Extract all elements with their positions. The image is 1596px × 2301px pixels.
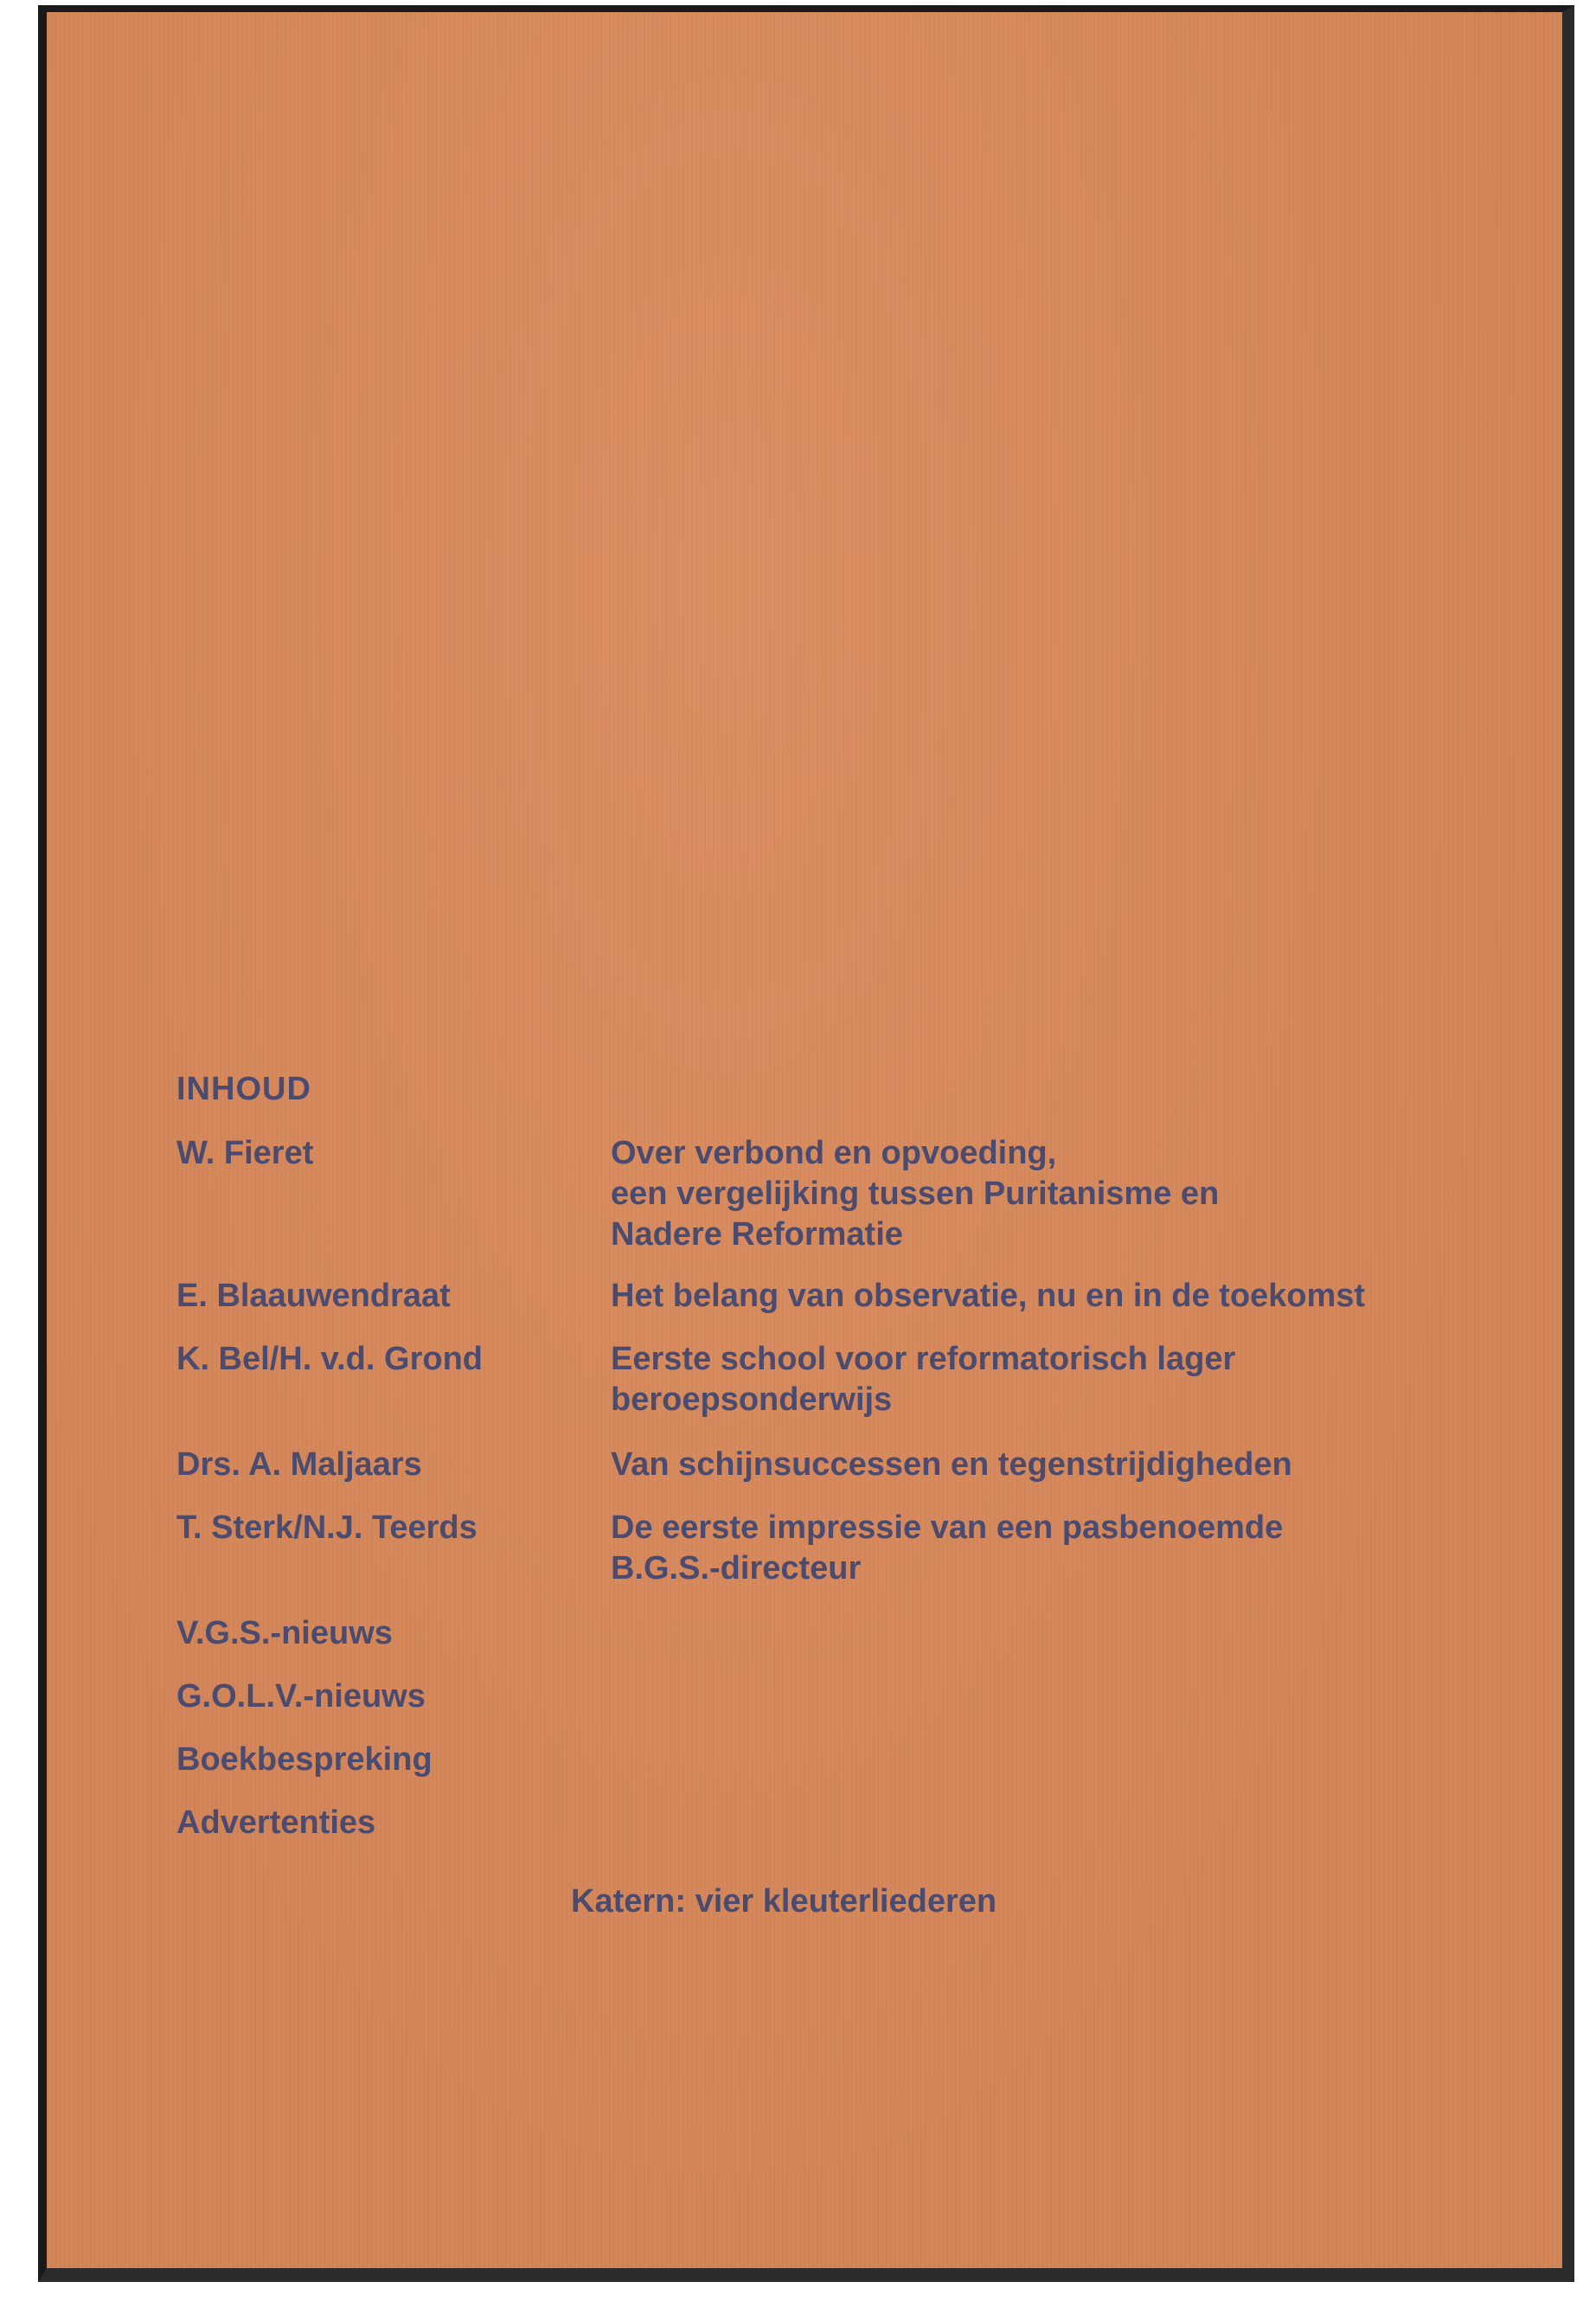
toc-entry-title xyxy=(611,1508,1476,1589)
toc-entry-title-line: Het belang van observatie, nu en in de toekomst xyxy=(611,1278,1366,1314)
katern-line: Katern: vier kleuterliederen xyxy=(571,1883,997,1920)
toc-section: G.O.L.V.-nieuws xyxy=(176,1678,426,1715)
toc-entry-title xyxy=(611,1445,1476,1485)
toc-entry-author: W. Fieret xyxy=(176,1135,314,1171)
toc-section: Advertenties xyxy=(176,1804,376,1841)
toc-entry-author: K. Bel/H. v.d. Grond xyxy=(176,1341,483,1377)
toc-entry-title-line: Van schijnsuccessen en tegenstrijdigheden xyxy=(611,1446,1292,1483)
toc-entry-title-line: B.G.S.-directeur xyxy=(611,1550,862,1586)
toc-section: Boekbespreking xyxy=(176,1741,433,1778)
toc-entry-title xyxy=(611,1339,1476,1420)
toc-entry-title xyxy=(611,1133,1476,1255)
toc-section: V.G.S.-nieuws xyxy=(176,1615,393,1651)
toc-entry-title xyxy=(611,1276,1476,1317)
toc-entry-title-line: De eerste impressie van een pasbenoemde xyxy=(611,1509,1284,1546)
toc-heading: INHOUD xyxy=(176,1071,311,1107)
toc-entry-title-line: Eerste school voor reformatorisch lager xyxy=(611,1341,1236,1377)
toc-entry-title-line: beroepsonderwijs xyxy=(611,1381,893,1418)
toc-entry-title-line: Nadere Reformatie xyxy=(611,1216,903,1253)
toc-entry-title-line: een vergelijking tussen Puritanisme en xyxy=(611,1176,1220,1212)
toc-entry-title-line: Over verbond en opvoeding, xyxy=(611,1135,1057,1171)
toc-entry-author: E. Blaauwendraat xyxy=(176,1278,451,1314)
toc-entry-author: T. Sterk/N.J. Teerds xyxy=(176,1509,478,1546)
toc-entry-author: Drs. A. Maljaars xyxy=(176,1446,422,1483)
